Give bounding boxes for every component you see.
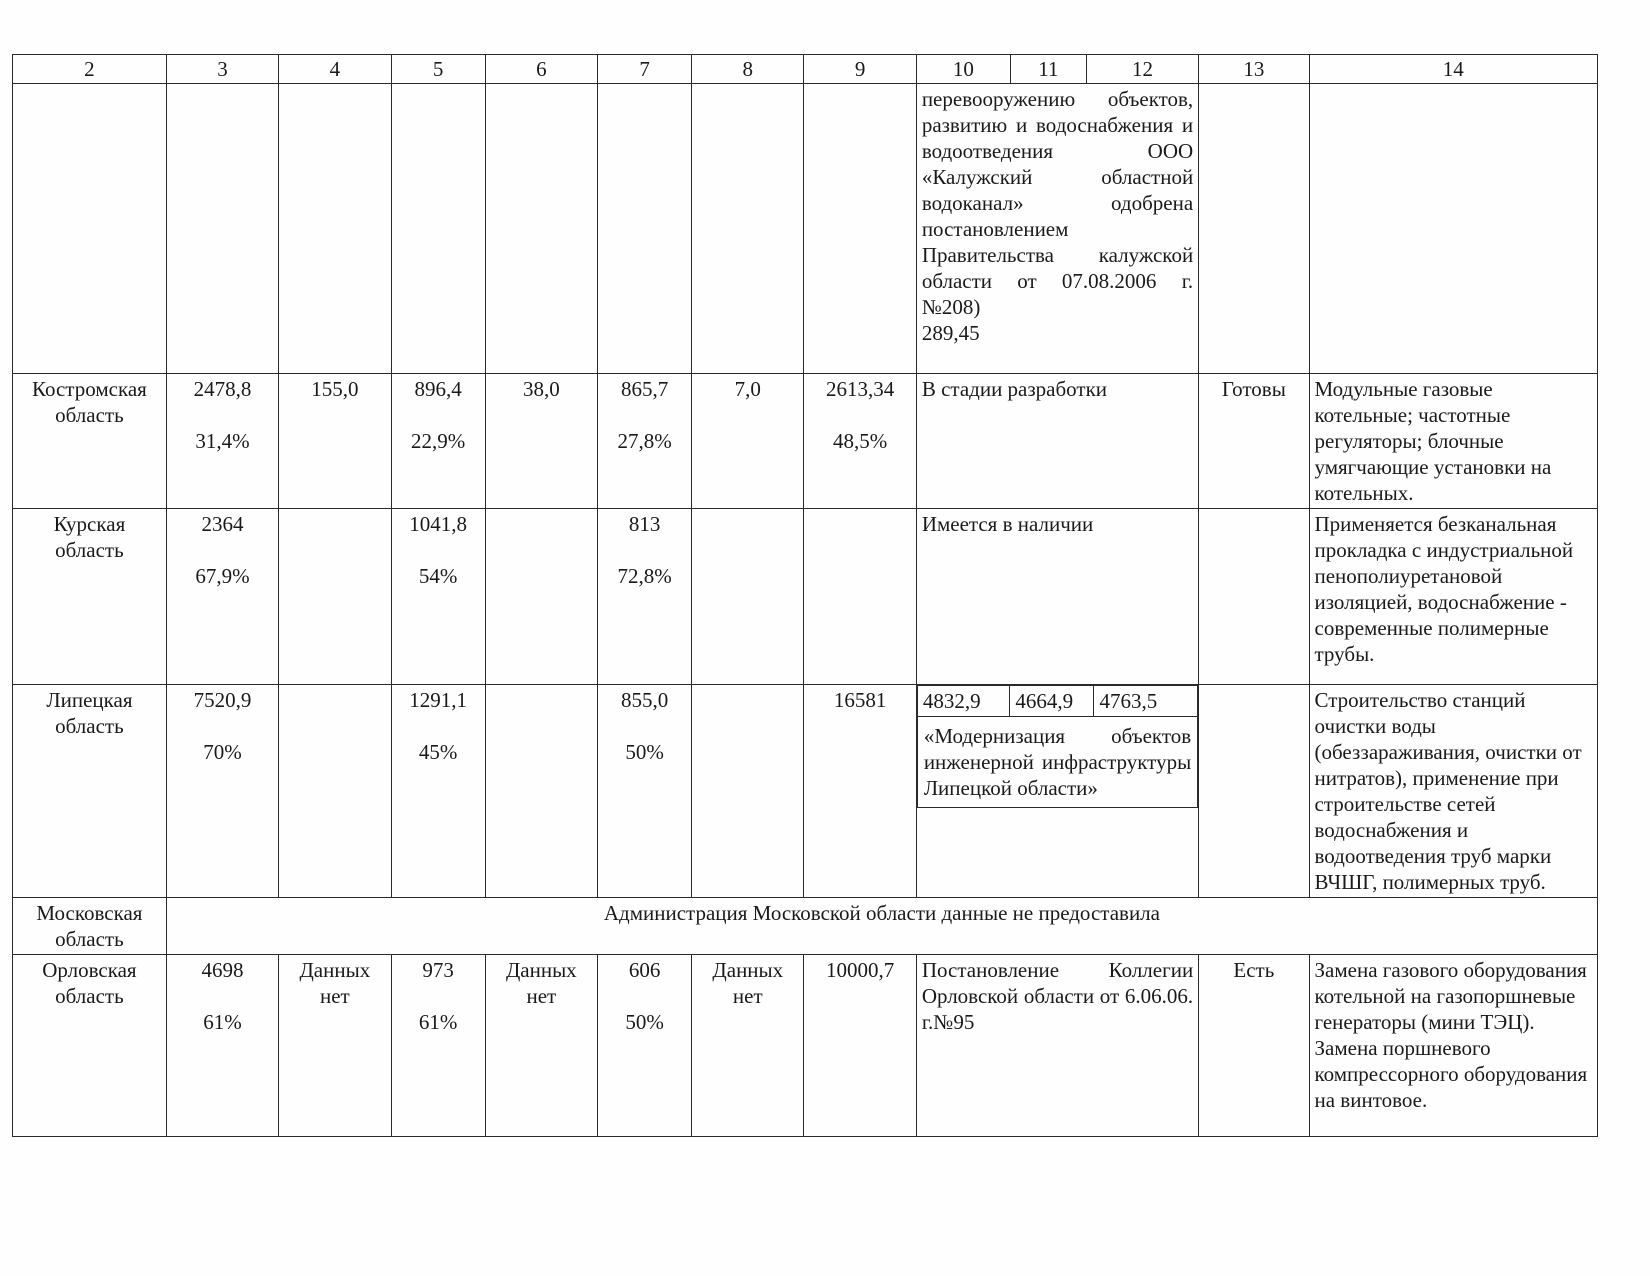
header-cell: 9 xyxy=(804,55,916,84)
header-cell: 3 xyxy=(166,55,278,84)
program-cell: Имеется в наличии xyxy=(916,509,1198,685)
header-cell: 14 xyxy=(1309,55,1598,84)
value-cell: 855,0 50% xyxy=(598,685,692,898)
program-cell xyxy=(916,685,1198,898)
value-cell: 38,0 xyxy=(485,374,597,509)
value-cell: Данных нет xyxy=(485,955,597,1137)
value-cell: Данных нет xyxy=(279,955,391,1137)
value-cell: 155,0 xyxy=(279,374,391,509)
value-cell: 606 50% xyxy=(598,955,692,1137)
header-cell: 8 xyxy=(692,55,804,84)
program-value: 289,45 xyxy=(921,321,980,345)
table-row-kostroma xyxy=(13,374,1598,509)
table-row-moscow xyxy=(13,898,1598,955)
no-data-note: Администрация Московской области данные не предоставила xyxy=(166,898,1597,955)
financing-subtable xyxy=(917,685,1198,808)
value-cell: 2613,34 48,5% xyxy=(804,374,916,509)
value-cell: 896,4 22,9% xyxy=(391,374,485,509)
header-row xyxy=(13,55,1598,84)
region-name: Курская область xyxy=(13,509,167,685)
header-cell: 5 xyxy=(391,55,485,84)
region-name: Московская область xyxy=(13,898,167,955)
region-name: Орловская область xyxy=(13,955,167,1137)
year-value: 4664,9 xyxy=(1010,686,1094,717)
value-cell: 2364 67,9% xyxy=(166,509,278,685)
technology-cell: Применяется безканальная прокладка с индустриальной пенополиуретановой изоляцией, водоснабжение - современные полимерные трубы. xyxy=(1309,509,1598,685)
value-cell: 865,7 27,8% xyxy=(598,374,692,509)
header-cell: 4 xyxy=(279,55,391,84)
header-cell: 12 xyxy=(1086,55,1198,84)
year-value: 4763,5 xyxy=(1094,686,1198,717)
header-cell: 10 xyxy=(916,55,1010,84)
value-cell: 4698 61% xyxy=(166,955,278,1137)
value-cell: 1041,8 54% xyxy=(391,509,485,685)
technology-cell: Замена газового оборудования котельной на газопоршневые генераторы (мини ТЭЦ). Замена поршневого компрессорного оборудования на винтовое. xyxy=(1309,955,1598,1137)
header-cell: 13 xyxy=(1199,55,1309,84)
table-row-kaluga-continuation xyxy=(13,84,1598,374)
value-cell: 813 72,8% xyxy=(598,509,692,685)
program-text: перевооружению объектов, развитию и водоснабжения и водоотведения ООО «Калужский областной водоканал» одобрена постановлением Правительства калужской области от 07.08.2006 г. №208) xyxy=(921,87,1194,319)
value-cell: 16581 xyxy=(804,685,916,898)
value-cell: 1291,1 45% xyxy=(391,685,485,898)
status-cell: Есть xyxy=(1199,955,1309,1137)
technology-cell: Строительство станций очистки воды (обеззараживания, очистки от нитратов), применение при строительстве сетей водоснабжения и водоотведения труб марки ВЧШГ, полимерных труб. xyxy=(1309,685,1598,898)
header-cell: 2 xyxy=(13,55,167,84)
program-cell: В стадии разработки xyxy=(916,374,1198,509)
technology-cell: Модульные газовые котельные; частотные регуляторы; блочные умягчающие установки на котельных. xyxy=(1309,374,1598,509)
region-name: Липецкая область xyxy=(13,685,167,898)
header-cell: 7 xyxy=(598,55,692,84)
header-cell: 6 xyxy=(485,55,597,84)
data-table xyxy=(12,54,1598,1137)
program-cell xyxy=(916,84,1198,374)
year-value: 4832,9 xyxy=(917,686,1010,717)
region-name: Костромская область xyxy=(13,374,167,509)
status-cell: Готовы xyxy=(1199,374,1309,509)
value-cell: Данных нет xyxy=(692,955,804,1137)
program-cell: Постановление Коллегии Орловской области от 6.06.06. г.№95 xyxy=(916,955,1198,1137)
value-cell: 7,0 xyxy=(692,374,804,509)
header-cell: 11 xyxy=(1010,55,1086,84)
table-row-kursk xyxy=(13,509,1598,685)
program-text: «Модернизация объектов инженерной инфраструктуры Липецкой области» xyxy=(917,717,1197,808)
value-cell: 10000,7 xyxy=(804,955,916,1137)
value-cell: 2478,8 31,4% xyxy=(166,374,278,509)
value-cell: 7520,9 70% xyxy=(166,685,278,898)
value-cell: 973 61% xyxy=(391,955,485,1137)
table-row-lipetsk xyxy=(13,685,1598,898)
table-row-orel xyxy=(13,955,1598,1137)
